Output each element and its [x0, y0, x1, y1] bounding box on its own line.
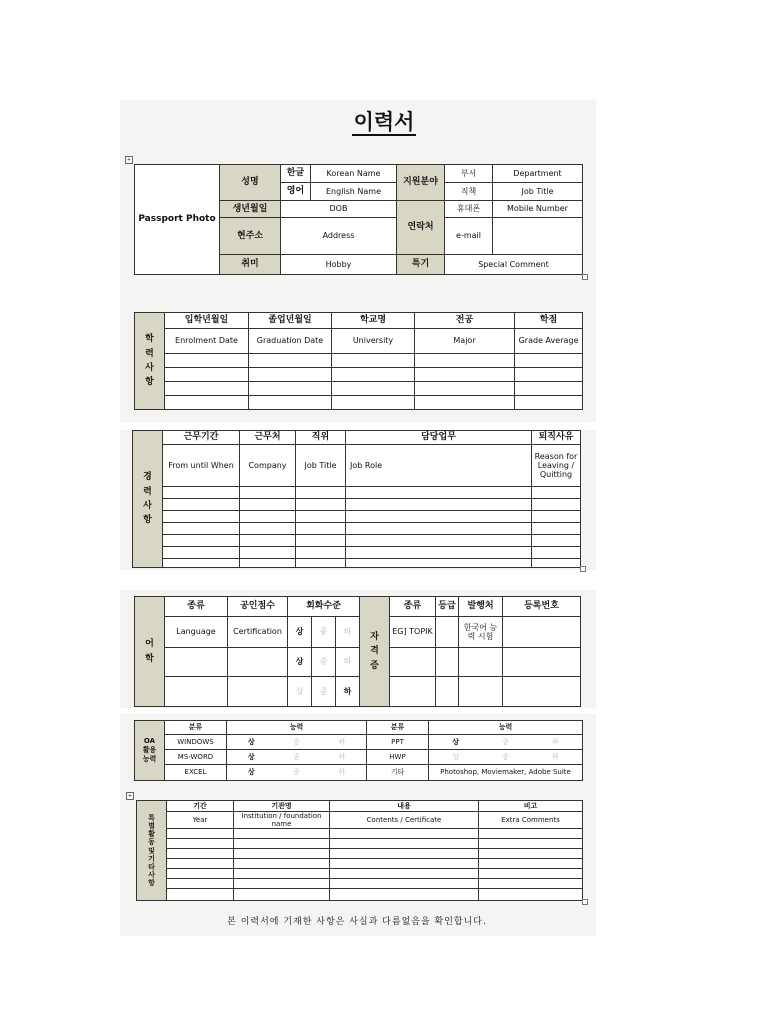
oa-level-excel: 상 중 하: [227, 765, 367, 781]
dob-value: DOB: [281, 201, 397, 218]
address-label: 현주소: [220, 218, 281, 255]
document-title: 이력서: [353, 109, 415, 134]
level-low: 하: [336, 677, 360, 707]
personal-info-table: [134, 164, 583, 275]
table-row: [133, 511, 581, 523]
edu-header-major: 전공: [415, 313, 515, 329]
lang-header-type: 종류: [165, 597, 228, 617]
oa-level-ppt: 상 중 하: [429, 735, 583, 750]
table-row: [135, 735, 583, 750]
table-resize-handle[interactable]: [580, 566, 586, 572]
level-mid: 중: [312, 677, 336, 707]
table-row: [135, 648, 581, 677]
table-row: [133, 535, 581, 547]
hobby-value: Hobby: [281, 255, 397, 275]
license-header-number: 등록번호: [503, 597, 581, 617]
passport-photo-box: Passport Photo: [135, 165, 220, 275]
table-row: [135, 382, 583, 396]
job-title-label: 직책: [445, 183, 493, 201]
dob-label: 생년월일: [220, 201, 281, 218]
special-skill-label: 특기: [397, 255, 445, 275]
table-resize-handle[interactable]: [582, 899, 588, 905]
career-header-duty: 담당업무: [346, 431, 532, 445]
education-side-label: 학 력 사 항: [135, 313, 165, 410]
career-duty-value: Job Role: [346, 445, 532, 487]
table-row: [133, 547, 581, 559]
table-move-handle-icon[interactable]: +: [126, 157, 132, 163]
edu-header-school: 학교명: [332, 313, 415, 329]
table-row: [135, 354, 583, 368]
edu-header-grad: 졸업년월일: [249, 313, 332, 329]
edu-grad-value: Graduation Date: [249, 329, 332, 354]
email-value: [493, 218, 583, 255]
special-comment-value: Special Comment: [445, 255, 583, 275]
name-label: 성명: [220, 165, 281, 201]
contact-label: 연락처: [397, 201, 445, 255]
level-mid: 중: [312, 617, 336, 648]
english-name-value: English Name: [311, 183, 397, 201]
oa-header-ability: 능력: [227, 721, 367, 735]
career-period-value: From until When: [163, 445, 240, 487]
level-low: 하: [336, 648, 360, 677]
act-header-content: 내용: [330, 801, 479, 812]
table-row: [135, 368, 583, 382]
license-header-type: 종류: [390, 597, 436, 617]
career-header-position: 직위: [296, 431, 346, 445]
table-row: [137, 889, 583, 901]
oa-item-ppt: PPT: [367, 735, 429, 750]
oa-item-msword: MS-WORD: [165, 750, 227, 765]
oa-item-hwp: HWP: [367, 750, 429, 765]
table-row: [133, 559, 581, 568]
english-label: 영어: [281, 183, 311, 201]
table-row: [135, 765, 583, 781]
email-label: e-mail: [445, 218, 493, 255]
level-high: 상: [288, 677, 312, 707]
career-company-value: Company: [240, 445, 296, 487]
edu-major-value: Major: [415, 329, 515, 354]
career-reason-value: Reason for Leaving / Quitting: [532, 445, 581, 487]
edu-school-value: University: [332, 329, 415, 354]
hobby-label: 취미: [220, 255, 281, 275]
table-row: [133, 487, 581, 499]
oa-header-category: 분류: [165, 721, 227, 735]
table-row: [137, 859, 583, 869]
table-row: [135, 396, 583, 410]
oa-item-other: 기타: [367, 765, 429, 781]
career-header-period: 근무기간: [163, 431, 240, 445]
career-position-value: Job Title: [296, 445, 346, 487]
lang-type-value: Language: [165, 617, 228, 648]
act-header-period: 기간: [167, 801, 234, 812]
act-header-remarks: 비고: [479, 801, 583, 812]
mobile-label: 휴대폰: [445, 201, 493, 218]
activities-table: [136, 800, 583, 901]
department-value: Department: [493, 165, 583, 183]
career-table: [132, 430, 581, 568]
career-side-label: 경 력 사 항: [133, 431, 163, 568]
license-type-value: EG] TOPIK: [390, 617, 436, 648]
oa-item-excel: EXCEL: [165, 765, 227, 781]
table-row: [137, 829, 583, 839]
language-license-table: [134, 596, 581, 707]
table-row: [135, 677, 581, 707]
edu-header-grade: 학점: [515, 313, 583, 329]
lang-header-score: 공인점수: [228, 597, 288, 617]
act-remarks-value: Extra Comments: [479, 812, 583, 829]
career-header-company: 근무처: [240, 431, 296, 445]
oa-other-value: Photoshop, Moviemaker, Adobe Suite: [429, 765, 583, 781]
career-header-reason: 퇴직사유: [532, 431, 581, 445]
table-resize-handle[interactable]: [582, 274, 588, 280]
oa-level-windows: 상 중 하: [227, 735, 367, 750]
act-header-institution: 기관명: [234, 801, 330, 812]
license-number-value: [503, 617, 581, 648]
level-low: 하: [336, 617, 360, 648]
oa-skills-table: [134, 720, 583, 781]
edu-enrol-value: Enrolment Date: [165, 329, 249, 354]
edu-grade-value: Grade Average: [515, 329, 583, 354]
act-year-value: Year: [167, 812, 234, 829]
level-high: 상: [288, 617, 312, 648]
korean-name-value: Korean Name: [311, 165, 397, 183]
oa-level-msword: 상 중 하: [227, 750, 367, 765]
table-row: [137, 869, 583, 879]
table-row: [137, 849, 583, 859]
oa-header-category-2: 분류: [367, 721, 429, 735]
table-move-handle-icon[interactable]: +: [127, 793, 133, 799]
license-header-grade: 등급: [436, 597, 459, 617]
mobile-value: Mobile Number: [493, 201, 583, 218]
lang-cert-value: Certification: [228, 617, 288, 648]
oa-level-hwp: 상 중 하: [429, 750, 583, 765]
activities-side-label: 특 별 활 동 및 기 타 사 항: [137, 801, 167, 901]
edu-header-enrol: 입학년월일: [165, 313, 249, 329]
education-table: [134, 312, 583, 410]
table-row: [133, 523, 581, 535]
oa-side-label: OA 활용 능력: [135, 721, 165, 781]
korean-label: 한글: [281, 165, 311, 183]
table-row: [133, 499, 581, 511]
applied-field-label: 지원분야: [397, 165, 445, 201]
act-content-value: Contents / Certificate: [330, 812, 479, 829]
license-side-label: 자 격 증: [360, 597, 390, 707]
department-label: 부서: [445, 165, 493, 183]
license-header-issuer: 발행처: [459, 597, 503, 617]
level-mid: 중: [312, 648, 336, 677]
table-row: [135, 750, 583, 765]
oa-item-windows: WINDOWS: [165, 735, 227, 750]
table-row: [137, 879, 583, 889]
oa-header-ability-2: 능력: [429, 721, 583, 735]
act-institution-value: Institution / foundation name: [234, 812, 330, 829]
level-high: 상: [288, 648, 312, 677]
job-title-value: Job Title: [493, 183, 583, 201]
address-value: Address: [281, 218, 397, 255]
lang-header-level: 회화수준: [288, 597, 360, 617]
license-grade-value: [436, 617, 459, 648]
table-row: [137, 839, 583, 849]
confirmation-statement: 본 이력서에 기재한 사항은 사실과 다름없음을 확인합니다.: [227, 917, 487, 927]
language-side-label: 어 학: [135, 597, 165, 707]
license-issuer-value: 한국어 능력 시험: [459, 617, 503, 648]
